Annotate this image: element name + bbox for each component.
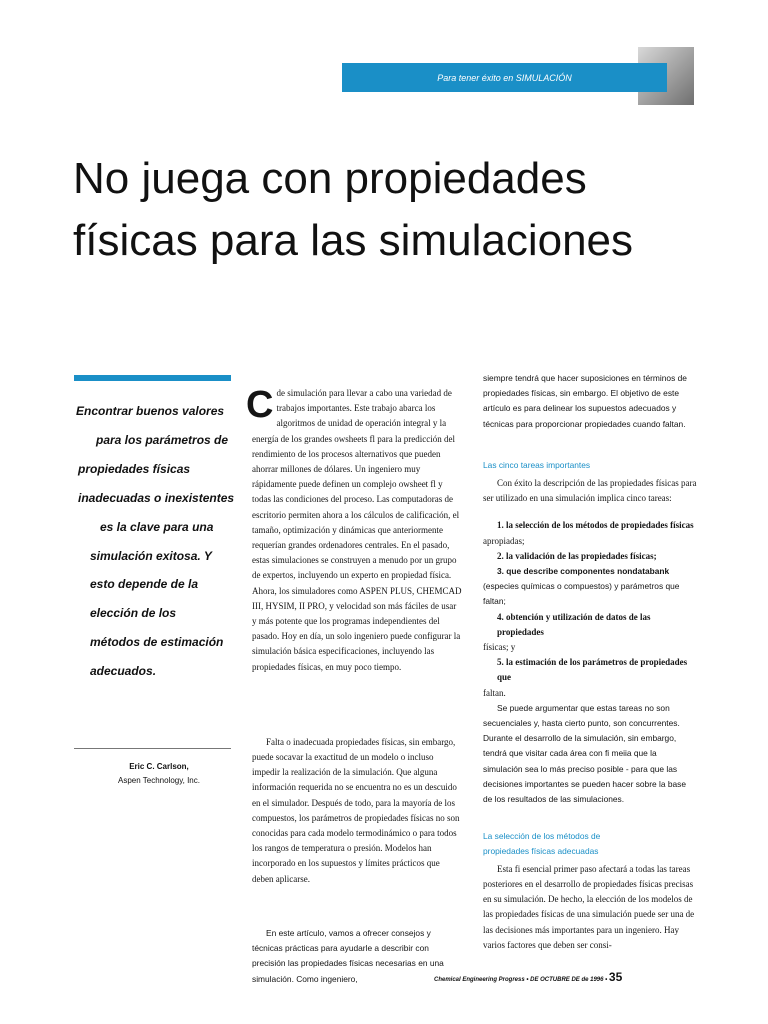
task-item-cont: (especies químicas o compuestos) y parámetros que faltan; [483,581,680,607]
pull-quote-line: adecuados. [90,664,157,679]
pull-quote-line: inadecuadas o inexistentes [78,490,235,505]
section-heading: La selección de los métodos de [483,831,601,842]
intro-text: de simulación para llevar a cabo una variedad de trabajos importantes. Este trabajo abarca los algoritmos de unidad de operación integral y la energía de los grandes owsheets fl para la predicción del rendimiento de los procesos alternativos que pueden ahorrar millones de dólares. Un ingeniero muy rápidamente puede definen un complejo owsheet fl y todas las condiciones del proceso. Las computadoras de escritorio permiten ahora a los cálculos de calificación, el tamaño, optimización y dinámicas que anteriormente requerían grandes ordenadores centrales. En el pasado, estas simulaciones se construyen a menudo por un grupo de expertos, incluyendo un experto en propiedad física. Ahora, los simuladores como ASPEN PLUS, CHEMCAD III, HYSIM, II PRO, y velocidad son más fáciles de usar y más potente que los programas independientes del pasado. Hoy en día, un solo ingeniero puede configurar la simulación básica especificaciones, incluyendo las propiedades físicas, en muy poco tiempo. [252,388,462,672]
footer-text: Chemical Engineering Progress • DE OCTUBRE DE de 1996 • [434,977,608,983]
page-footer [434,970,634,984]
body-paragraph: siempre tendrá que hacer suposiciones en términos de propiedades físicas, sin embargo. El objetivo de este artículo es para delinear los supuestos adecuados y técnicas para proporcionar propiedades cuando faltan. [483,373,687,429]
page-number: 35 [608,970,623,984]
pull-quote-line: métodos de estimación [90,635,224,650]
section-heading: propiedades físicas adecuadas [483,846,599,857]
body-paragraph: Con éxito la descripción de las propiedades físicas para ser utilizado en una simulación implica cinco tareas: [483,478,697,504]
body-paragraph: Falta o inadecuada propiedades físicas, sin embargo, puede socavar la exactitud de un modelo o incluso impedir la realización de la simulación. Que alguna información requerida no se encuentra no es un descuido en el simulador. Después de todo, para la mayoría de los compuestos, los parámetros de propiedades físicas no son conocidas para cada modelo termodinámico o para todos los rangos de temperatura o presión. Modelos han incorporado en los supuestos y límites prácticos que deben aplicarse. [252,736,460,884]
task-item-cont: faltan. [483,687,506,698]
article-title: No juega con propiedades físicas para las simulaciones [73,154,634,265]
pull-quote [74,397,244,686]
intro-paragraph [246,384,462,675]
task-item-cont: físicas; y [483,642,516,653]
task-item: 1. la selección de los métodos de propiedades físicas [497,520,694,531]
body-column-right [483,371,697,953]
author-block [74,760,244,788]
blue-divider [74,375,231,381]
pull-quote-line: esto depende de la [90,577,199,592]
author-name: Eric C. Carlson, [129,762,189,771]
drop-cap: C [246,384,274,426]
body-paragraph: Se puede argumentar que estas tareas no son secuenciales y, hasta cierto punto, son concurrentes. Durante el desarrollo de la simulación, sin embargo, tendrá que visitar cada área con fi meiia que la simulación sea lo más preciso posible - para que las decisiones importantes se pueden hacer sobre la base de los resultados de las simulaciones. [483,702,686,805]
pull-quote-line: propiedades físicas [78,461,191,476]
pull-quote-line: elección de los [90,606,177,621]
task-item: 4. obtención y utilización de datos de las propiedades [497,611,651,637]
body-paragraph: Esta fi esencial primer paso afectará a todas las tareas posteriores en el desarrollo de propiedades físicas precisas en su simulación. De hecho, la elección de los modelos de las propiedades físicas de una simulación puede ser una de las decisiones más importantes para un ingeniero. Hay varios factores que deben ser consi- [483,863,695,950]
section-banner [342,63,667,92]
task-item: 3. que describe componentes nondatabank [497,566,670,577]
pull-quote-line: simulación exitosa. Y [90,548,212,563]
task-item: 2. la validación de las propiedades físicas; [497,550,657,561]
section-heading: Las cinco tareas importantes [483,459,591,470]
body-column-middle [246,384,462,987]
pull-quote-line: Encontrar buenos valores [76,404,225,418]
task-item-cont: apropiadas; [483,535,525,546]
author-divider [74,748,231,749]
pull-quote-line: para los parámetros de [96,432,229,447]
body-paragraph: En este artículo, vamos a ofrecer consejos y técnicas prácticas para ayudarle a describir con precisión las propiedades físicas necesarias en una simulación. Como ingeniero, [252,927,444,984]
pull-quote-line: es la clave para una [100,519,214,534]
task-item: 5. la estimación de los parámetros de propiedades que [497,657,688,683]
banner-text: Para tener éxito en SIMULACIÓN [437,72,572,83]
author-affiliation: Aspen Technology, Inc. [118,776,200,785]
